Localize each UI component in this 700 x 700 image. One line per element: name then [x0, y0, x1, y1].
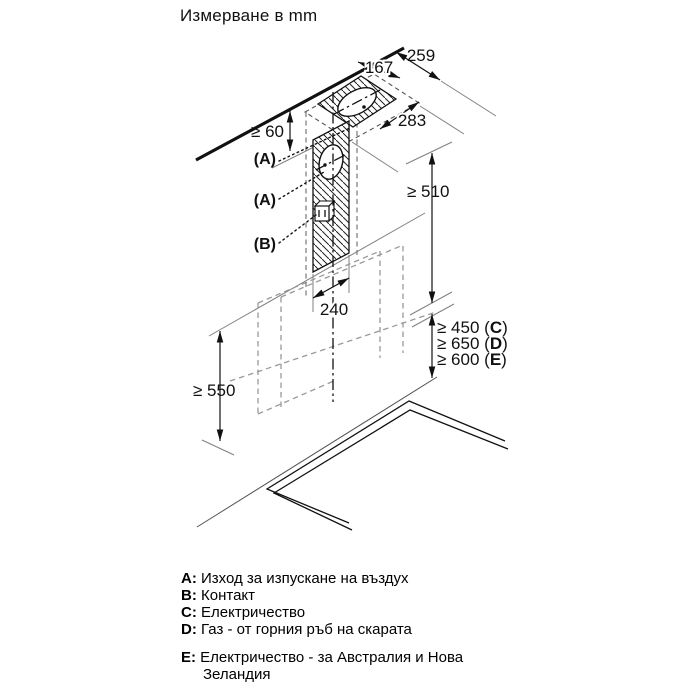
dim-259-label: 259 — [406, 46, 436, 65]
cooktop-edge-outer — [267, 401, 505, 523]
dim-167-label: 167 — [364, 58, 394, 77]
legend-item-c — [181, 604, 499, 621]
wall-hatched-area — [313, 121, 349, 272]
legend-text-c: Електричество — [201, 604, 306, 621]
ceiling-duct-outlet — [305, 74, 419, 141]
cooktop-counter — [197, 377, 508, 530]
legend-text-b: Контакт — [201, 587, 256, 604]
legend-item-d — [181, 621, 499, 638]
legend-key-b: B: — [181, 587, 197, 604]
dim-510-label: ≥ 510 — [407, 182, 450, 201]
callout-a1: (A) — [253, 151, 276, 168]
clearance-labels — [437, 318, 508, 369]
power-socket-icon — [315, 201, 334, 221]
dim-240-label: 240 — [319, 300, 349, 319]
legend-text-a: Изход за изпускане на въздух — [201, 570, 409, 587]
legend — [181, 570, 499, 683]
dim-60-label: ≥ 60 — [251, 122, 284, 141]
dim-283-label: 283 — [397, 111, 427, 130]
dim-550-label: ≥ 550 — [193, 381, 236, 400]
clearance-d: ≥ 650 (D) — [437, 334, 508, 353]
callout-a2: (A) — [253, 192, 276, 209]
legend-key-a: A: — [181, 570, 197, 587]
clearance-c: ≥ 450 (C) — [437, 318, 508, 337]
legend-text-e: Електричество - за Австралия и Нова Зеландия — [200, 649, 464, 683]
legend-text-d: Газ - от горния ръб на скарата — [201, 621, 412, 638]
center-mark-dot — [362, 105, 366, 109]
legend-key-e: E: — [181, 649, 196, 666]
legend-item-a — [181, 570, 499, 587]
legend-item-e — [181, 649, 499, 683]
center-mark-dot — [323, 163, 326, 166]
legend-item-b — [181, 587, 499, 604]
callout-b: (B) — [253, 236, 276, 253]
legend-key-d: D: — [181, 621, 197, 638]
legend-key-c: C: — [181, 604, 197, 621]
clearance-e: ≥ 600 (E) — [437, 350, 507, 369]
wall-chimney-area — [313, 121, 349, 272]
page-title: Измерване в mm — [180, 6, 318, 25]
